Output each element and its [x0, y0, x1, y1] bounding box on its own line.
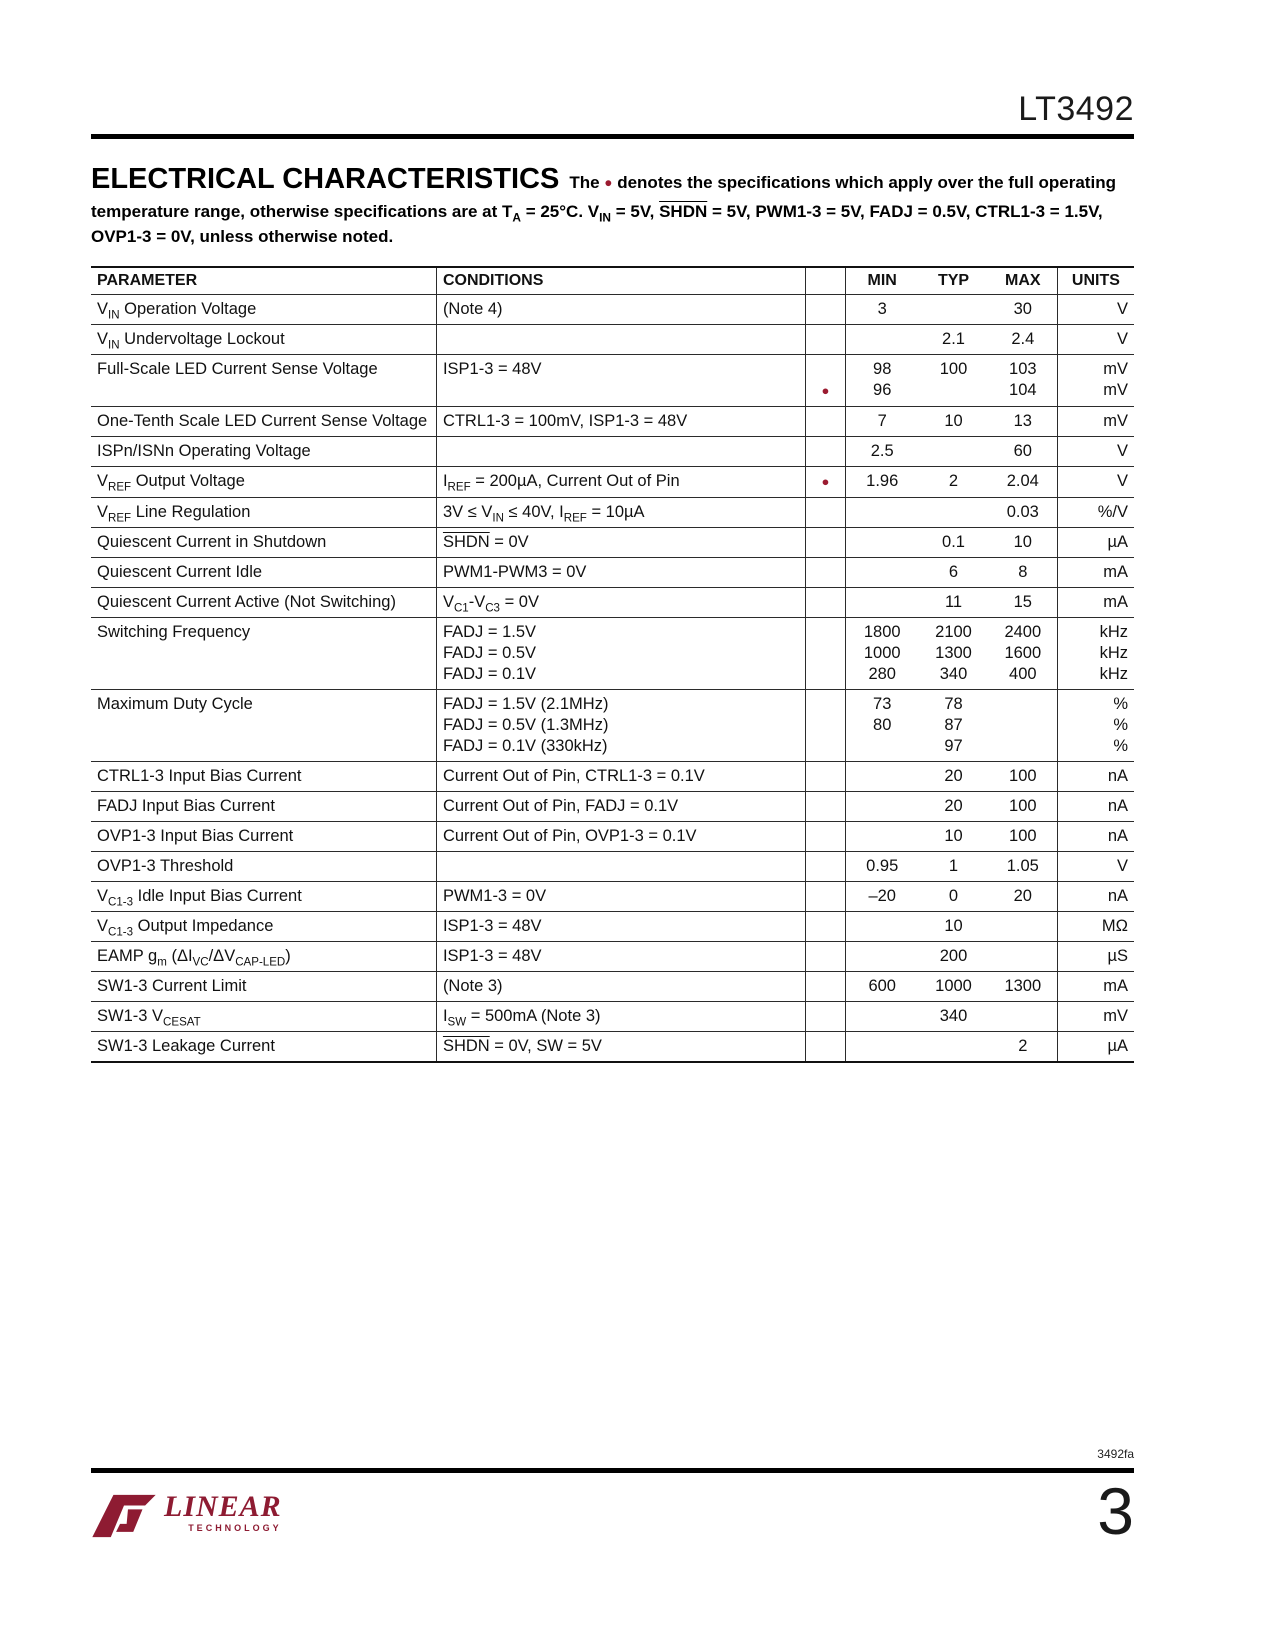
typ-cell: 1: [918, 851, 989, 881]
units-cell: µA: [1057, 1031, 1134, 1062]
linear-logo-icon: [91, 1492, 157, 1540]
table-row: [91, 557, 1134, 587]
max-cell: [989, 1001, 1058, 1031]
spec-dot-cell: [805, 1001, 845, 1031]
spec-dot-cell: [805, 436, 845, 466]
min-cell: [846, 791, 919, 821]
max-cell: 2400 1600 400: [989, 617, 1058, 689]
parameter-cell: Quiescent Current Active (Not Switching): [91, 587, 436, 617]
conditions-cell: [436, 851, 805, 881]
typ-cell: 20: [918, 761, 989, 791]
parameter-cell: CTRL1-3 Input Bias Current: [91, 761, 436, 791]
min-cell: [846, 761, 919, 791]
table-row: [91, 791, 1134, 821]
min-cell: 600: [846, 971, 919, 1001]
table-row: [91, 354, 1134, 406]
typ-cell: 2100 1300 340: [918, 617, 989, 689]
units-cell: mV: [1057, 406, 1134, 436]
conditions-cell: [436, 324, 805, 354]
units-cell: mV: [1057, 1001, 1134, 1031]
conditions-cell: CTRL1-3 = 100mV, ISP1-3 = 48V: [436, 406, 805, 436]
parameter-cell: EAMP $g_m$ $(\Delta I_{VC}/\Delta V_{CAP-LED})$: [91, 941, 436, 971]
section-title: ELECTRICAL CHARACTERISTICS: [91, 163, 560, 195]
table-row: [91, 971, 1134, 1001]
header-rule: [91, 134, 1134, 139]
spec-dot-cell: [805, 1031, 845, 1062]
table-row: [91, 436, 1134, 466]
parameter-cell: $V_{IN}$ Operation Voltage: [91, 294, 436, 324]
min-cell: [846, 1001, 919, 1031]
spec-dot-cell: [805, 689, 845, 761]
typ-cell: [918, 294, 989, 324]
conditions-cell: ISP1-3 = 48V: [436, 941, 805, 971]
typ-cell: 0.1: [918, 527, 989, 557]
max-cell: [989, 911, 1058, 941]
min-cell: [846, 1031, 919, 1062]
spec-dot-cell: [805, 557, 845, 587]
parameter-cell: Full-Scale LED Current Sense Voltage: [91, 354, 436, 406]
spec-dot-cell: [805, 294, 845, 324]
col-header-min: MIN: [846, 267, 919, 295]
max-cell: 13: [989, 406, 1058, 436]
table-row: [91, 527, 1134, 557]
max-cell: 100: [989, 761, 1058, 791]
col-header-conditions: CONDITIONS: [436, 267, 805, 295]
min-cell: 3: [846, 294, 919, 324]
conditions-cell: Current Out of Pin, CTRL1-3 = 0.1V: [436, 761, 805, 791]
spec-dot-cell: ●: [805, 354, 845, 406]
table-row: [91, 324, 1134, 354]
conditions-cell: FADJ = 1.5V FADJ = 0.5V FADJ = 0.1V: [436, 617, 805, 689]
min-cell: 73 80: [846, 689, 919, 761]
min-cell: [846, 527, 919, 557]
max-cell: [989, 941, 1058, 971]
min-cell: 98 96: [846, 354, 919, 406]
min-cell: 2.5: [846, 436, 919, 466]
chip-title: LT3492: [1018, 90, 1134, 128]
conditions-cell: SHDN = 0V, SW = 5V: [436, 1031, 805, 1062]
conditions-cell: $V_{C1}-V_{C3} = 0V$: [436, 587, 805, 617]
max-cell: 2: [989, 1031, 1058, 1062]
typ-cell: 2: [918, 466, 989, 497]
units-cell: nA: [1057, 821, 1134, 851]
max-cell: 100: [989, 821, 1058, 851]
document-revision-code: 3492fa: [1097, 1447, 1134, 1461]
units-cell: nA: [1057, 791, 1134, 821]
typ-cell: 11: [918, 587, 989, 617]
max-cell: 30: [989, 294, 1058, 324]
max-cell: 2.04: [989, 466, 1058, 497]
table-row: [91, 761, 1134, 791]
min-cell: 7: [846, 406, 919, 436]
parameter-cell: $V_{REF}$ Line Regulation: [91, 497, 436, 527]
units-cell: nA: [1057, 761, 1134, 791]
spec-dot-cell: [805, 587, 845, 617]
units-cell: nA: [1057, 881, 1134, 911]
typ-cell: 2.1: [918, 324, 989, 354]
table-row: [91, 466, 1134, 497]
footer-rule: [91, 1468, 1134, 1473]
table-row: [91, 821, 1134, 851]
table-header-row: [91, 267, 1134, 295]
spec-dot-cell: [805, 821, 845, 851]
typ-cell: 340: [918, 1001, 989, 1031]
units-cell: V: [1057, 294, 1134, 324]
spec-dot-cell: [805, 761, 845, 791]
min-cell: –20: [846, 881, 919, 911]
spec-dot-cell: [805, 324, 845, 354]
parameter-cell: Maximum Duty Cycle: [91, 689, 436, 761]
conditions-cell: Current Out of Pin, OVP1-3 = 0.1V: [436, 821, 805, 851]
section-intro-text: The ● denotes the specifications which apply over the full operating temperature range, otherwise specifications are at $T_A = 25^\circ C$. $V_{IN} = 5V$, SHDN = 5V, PWM1-3 = 5V, FADJ = 0.5V, CTRL1-3 = 1.5V, OVP1-3 = 0V, unless otherwise noted.: [91, 173, 1116, 246]
units-cell: mV mV: [1057, 354, 1134, 406]
col-header-max: MAX: [989, 267, 1058, 295]
max-cell: 100: [989, 791, 1058, 821]
logo-sub-text: TECHNOLOGY: [188, 1523, 282, 1533]
conditions-cell: ISP1-3 = 48V: [436, 354, 805, 406]
min-cell: 0.95: [846, 851, 919, 881]
units-cell: %/V: [1057, 497, 1134, 527]
spec-dot-cell: [805, 617, 845, 689]
units-cell: V: [1057, 851, 1134, 881]
col-header-typ: TYP: [918, 267, 989, 295]
table-row: [91, 1031, 1134, 1062]
max-cell: 15: [989, 587, 1058, 617]
table-row: [91, 689, 1134, 761]
units-cell: mA: [1057, 557, 1134, 587]
table-row: [91, 1001, 1134, 1031]
spec-dot-cell: [805, 971, 845, 1001]
parameter-cell: $V_{C1-3}$ Output Impedance: [91, 911, 436, 941]
typ-cell: [918, 1031, 989, 1062]
spec-dot-cell: ●: [805, 466, 845, 497]
min-cell: [846, 911, 919, 941]
min-cell: 1800 1000 280: [846, 617, 919, 689]
typ-cell: 78 87 97: [918, 689, 989, 761]
conditions-cell: $I_{SW} = 500mA$ (Note 3): [436, 1001, 805, 1031]
parameter-cell: One-Tenth Scale LED Current Sense Voltage: [91, 406, 436, 436]
conditions-cell: ISP1-3 = 48V: [436, 911, 805, 941]
table-body: [91, 294, 1134, 1062]
table-row: [91, 911, 1134, 941]
max-cell: 1300: [989, 971, 1058, 1001]
parameter-cell: FADJ Input Bias Current: [91, 791, 436, 821]
max-cell: 1.05: [989, 851, 1058, 881]
typ-cell: 10: [918, 821, 989, 851]
min-cell: [846, 941, 919, 971]
linear-technology-logo: [91, 1492, 282, 1540]
typ-cell: 6: [918, 557, 989, 587]
max-cell: 10: [989, 527, 1058, 557]
typ-cell: 1000: [918, 971, 989, 1001]
max-cell: [989, 689, 1058, 761]
conditions-cell: (Note 3): [436, 971, 805, 1001]
parameter-cell: $V_{C1-3}$ Idle Input Bias Current: [91, 881, 436, 911]
electrical-characteristics-intro: [91, 159, 1134, 250]
col-header-parameter: PARAMETER: [91, 267, 436, 295]
units-cell: mA: [1057, 971, 1134, 1001]
min-cell: [846, 587, 919, 617]
logo-brand-text: LINEAR: [164, 1490, 282, 1523]
max-cell: 0.03: [989, 497, 1058, 527]
parameter-cell: OVP1-3 Input Bias Current: [91, 821, 436, 851]
conditions-cell: $I_{REF} = 200\mu A$, Current Out of Pin: [436, 466, 805, 497]
spec-dot-cell: [805, 527, 845, 557]
typ-cell: 10: [918, 911, 989, 941]
parameter-cell: Switching Frequency: [91, 617, 436, 689]
conditions-cell: Current Out of Pin, FADJ = 0.1V: [436, 791, 805, 821]
table-row: [91, 881, 1134, 911]
parameter-cell: Quiescent Current Idle: [91, 557, 436, 587]
conditions-cell: $3V \le V_{IN} \le 40V$, $I_{REF} = 10\mu A$: [436, 497, 805, 527]
table-row: [91, 294, 1134, 324]
units-cell: mA: [1057, 587, 1134, 617]
typ-cell: [918, 497, 989, 527]
table-row: [91, 941, 1134, 971]
table-row: [91, 587, 1134, 617]
min-cell: [846, 821, 919, 851]
typ-cell: 200: [918, 941, 989, 971]
units-cell: MΩ: [1057, 911, 1134, 941]
units-cell: % % %: [1057, 689, 1134, 761]
conditions-cell: SHDN = 0V: [436, 527, 805, 557]
spec-dot-cell: [805, 497, 845, 527]
typ-cell: 20: [918, 791, 989, 821]
table-row: [91, 406, 1134, 436]
conditions-cell: FADJ = 1.5V (2.1MHz) FADJ = 0.5V (1.3MHz) FADJ = 0.1V (330kHz): [436, 689, 805, 761]
parameter-cell: SW1-3 Current Limit: [91, 971, 436, 1001]
parameter-cell: $V_{IN}$ Undervoltage Lockout: [91, 324, 436, 354]
min-cell: 1.96: [846, 466, 919, 497]
page-number: 3: [1097, 1474, 1134, 1548]
typ-cell: 100: [918, 354, 989, 406]
parameter-cell: ISPn/ISNn Operating Voltage: [91, 436, 436, 466]
units-cell: V: [1057, 436, 1134, 466]
min-cell: [846, 557, 919, 587]
spec-dot-cell: [805, 911, 845, 941]
conditions-cell: [436, 436, 805, 466]
max-cell: 103 104: [989, 354, 1058, 406]
units-cell: V: [1057, 324, 1134, 354]
min-cell: [846, 324, 919, 354]
spec-dot-cell: [805, 406, 845, 436]
typ-cell: [918, 436, 989, 466]
electrical-characteristics-table: [91, 266, 1134, 1063]
units-cell: V: [1057, 466, 1134, 497]
max-cell: 20: [989, 881, 1058, 911]
table-row: [91, 851, 1134, 881]
parameter-cell: $V_{REF}$ Output Voltage: [91, 466, 436, 497]
typ-cell: 0: [918, 881, 989, 911]
max-cell: 60: [989, 436, 1058, 466]
conditions-cell: PWM1-PWM3 = 0V: [436, 557, 805, 587]
typ-cell: 10: [918, 406, 989, 436]
table-row: [91, 617, 1134, 689]
col-header-dot: [805, 267, 845, 295]
table-row: [91, 497, 1134, 527]
parameter-cell: SW1-3 $V_{CESAT}$: [91, 1001, 436, 1031]
conditions-cell: (Note 4): [436, 294, 805, 324]
col-header-units: UNITS: [1057, 267, 1134, 295]
spec-dot-cell: [805, 941, 845, 971]
max-cell: 8: [989, 557, 1058, 587]
units-cell: kHz kHz kHz: [1057, 617, 1134, 689]
max-cell: 2.4: [989, 324, 1058, 354]
units-cell: µS: [1057, 941, 1134, 971]
spec-dot-cell: [805, 881, 845, 911]
parameter-cell: OVP1-3 Threshold: [91, 851, 436, 881]
parameter-cell: SW1-3 Leakage Current: [91, 1031, 436, 1062]
spec-dot-cell: [805, 851, 845, 881]
conditions-cell: PWM1-3 = 0V: [436, 881, 805, 911]
units-cell: µA: [1057, 527, 1134, 557]
parameter-cell: Quiescent Current in Shutdown: [91, 527, 436, 557]
spec-dot-cell: [805, 791, 845, 821]
min-cell: [846, 497, 919, 527]
